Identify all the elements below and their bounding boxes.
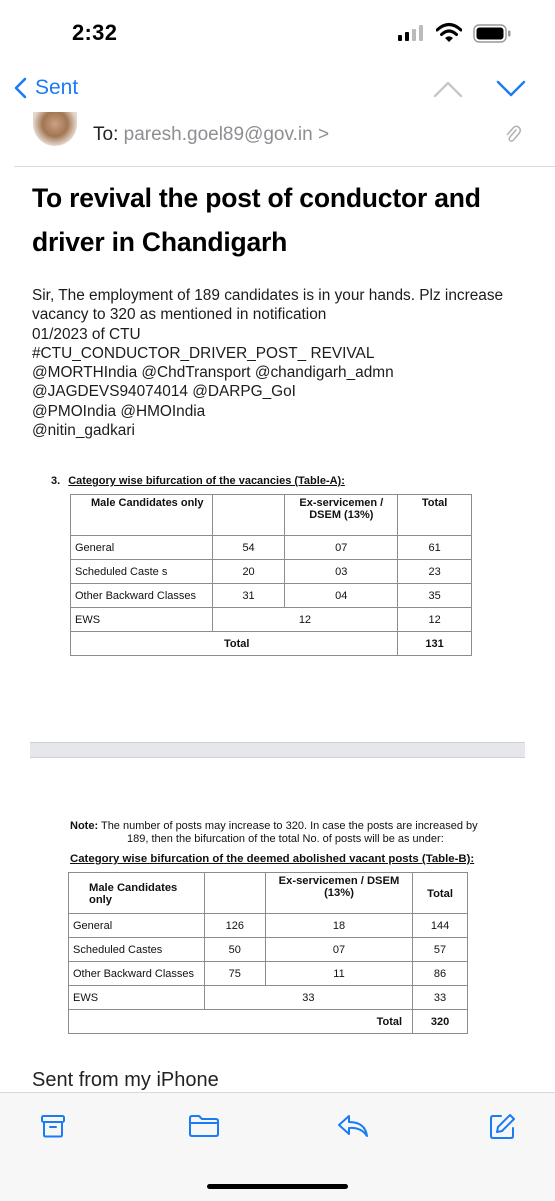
table-row: [69, 938, 468, 962]
header-cell: Male Candidates only: [69, 873, 205, 914]
email-subject: [32, 176, 532, 264]
chevron-down-icon[interactable]: [496, 80, 526, 98]
compose-icon[interactable]: [488, 1113, 516, 1141]
note-text: [70, 820, 510, 846]
total-cell: 35: [398, 584, 472, 608]
table-b: [68, 872, 468, 1034]
exservicemen-cell: 07: [265, 938, 412, 962]
image-separator: [30, 742, 525, 758]
section-number: 3.: [51, 475, 61, 487]
subject-line: driver in Chandigarh: [32, 227, 288, 257]
sender-avatar: [33, 112, 77, 146]
grand-total-cell: 320: [413, 1010, 468, 1034]
home-indicator[interactable]: [207, 1184, 348, 1189]
email-body: [32, 286, 522, 440]
header-divider: [14, 166, 555, 167]
table-a-title: Category wise bifurcation of the vacancies (Table-A):: [68, 475, 345, 487]
chevron-right-icon: >: [317, 124, 330, 145]
back-label: Sent: [35, 76, 79, 99]
body-line[interactable]: #CTU_CONDUCTOR_DRIVER_POST_ REVIVAL: [32, 344, 375, 362]
table-header-row: [69, 873, 468, 914]
category-cell: Scheduled Castes: [69, 938, 205, 962]
male-count-cell: 20: [212, 560, 285, 584]
note-label: Note:: [70, 820, 99, 832]
ews-count-cell: 12: [212, 608, 397, 632]
table-a: [70, 494, 472, 656]
total-label-cell: Total: [69, 1010, 413, 1034]
folder-icon[interactable]: [188, 1113, 220, 1139]
exservicemen-cell: 11: [265, 962, 412, 986]
subject-line: To revival the post of conductor and: [32, 183, 481, 213]
body-line: Sir, The employment of 189 candidates is in your hands. Plz increase: [32, 287, 504, 304]
male-count-cell: 126: [204, 914, 265, 938]
table-row: [69, 914, 468, 938]
category-cell: EWS: [71, 608, 213, 632]
table-row: [71, 584, 472, 608]
chevron-left-icon: [14, 77, 27, 99]
male-count-cell: 50: [204, 938, 265, 962]
total-cell: 12: [398, 608, 472, 632]
cellular-signal-icon: [398, 25, 424, 41]
status-time: 2:32: [72, 20, 118, 45]
category-cell: EWS: [69, 986, 205, 1010]
total-cell: 144: [413, 914, 468, 938]
male-count-cell: 31: [212, 584, 285, 608]
total-cell: 57: [413, 938, 468, 962]
back-button[interactable]: [14, 76, 78, 100]
wifi-icon: [436, 22, 462, 44]
table-header-row: [71, 495, 472, 536]
body-line[interactable]: @nitin_gadkari: [32, 422, 135, 440]
table-row: [71, 536, 472, 560]
header-cell: Ex-servicemen / DSEM (13%): [285, 495, 398, 536]
table-total-row: [71, 632, 472, 656]
body-line[interactable]: @PMOIndia @HMOIndia: [32, 402, 206, 420]
ews-count-cell: 33: [204, 986, 412, 1010]
total-cell: 33: [413, 986, 468, 1010]
reply-icon[interactable]: [337, 1113, 369, 1139]
table-row-ews: [69, 986, 468, 1010]
category-cell: General: [71, 536, 213, 560]
body-line[interactable]: @MORTHIndia @ChdTransport @chandigarh_admn: [32, 364, 394, 382]
body-line: 01/2023 of CTU: [32, 325, 141, 343]
header-cell: [204, 873, 265, 914]
body-line[interactable]: @JAGDEVS94074014 @DARPG_GoI: [32, 383, 296, 401]
email-signature: Sent from my iPhone: [32, 1069, 219, 1091]
category-cell: General: [69, 914, 205, 938]
header-cell: Total: [398, 495, 472, 536]
body-line: vacancy to 320 as mentioned in notification: [32, 306, 327, 324]
table-row: [71, 560, 472, 584]
exservicemen-cell: 18: [265, 914, 412, 938]
header-cell: Male Candidates only: [71, 495, 213, 536]
exservicemen-cell: 07: [285, 536, 398, 560]
grand-total-cell: 131: [398, 632, 472, 656]
recipient-address[interactable]: paresh.goel89@gov.in: [123, 124, 313, 145]
total-cell: 23: [398, 560, 472, 584]
header-cell: Total: [413, 873, 468, 914]
male-count-cell: 54: [212, 536, 285, 560]
paperclip-icon[interactable]: [505, 124, 521, 144]
table-b-title: Category wise bifurcation of the deemed abolished vacant posts (Table-B):: [70, 853, 475, 865]
header-cell: [212, 495, 285, 536]
male-count-cell: 75: [204, 962, 265, 986]
exservicemen-cell: 04: [285, 584, 398, 608]
archive-icon[interactable]: [40, 1113, 66, 1139]
header-cell: Ex-servicemen / DSEM (13%): [265, 873, 412, 914]
table-a-heading: [51, 475, 345, 487]
category-cell: Scheduled Caste s: [71, 560, 213, 584]
chevron-up-icon[interactable]: [433, 80, 463, 98]
exservicemen-cell: 03: [285, 560, 398, 584]
to-recipient-row[interactable]: [93, 124, 329, 146]
table-total-row: [69, 1010, 468, 1034]
category-cell: Other Backward Classes: [69, 962, 205, 986]
total-cell: 86: [413, 962, 468, 986]
total-cell: 61: [398, 536, 472, 560]
note-line: The number of posts may increase to 320. In case the posts are increased by: [100, 820, 478, 832]
table-row: [69, 962, 468, 986]
to-label: To:: [93, 124, 119, 145]
note-line: 189, then the bifurcation of the total No. of posts will be as under:: [127, 833, 444, 845]
total-label-cell: Total: [71, 632, 398, 656]
category-cell: Other Backward Classes: [71, 584, 213, 608]
battery-icon: [473, 24, 511, 43]
table-row-ews: [71, 608, 472, 632]
